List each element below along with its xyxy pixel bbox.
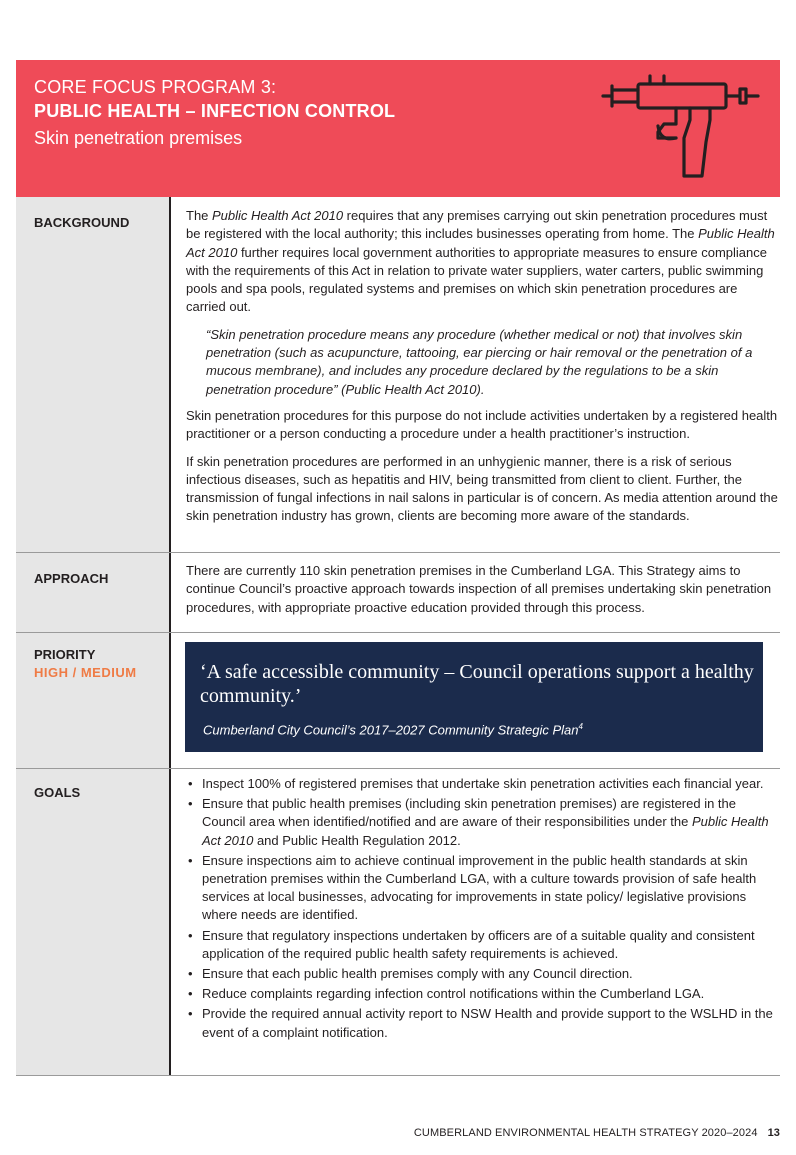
- text-run: further requires local government authorities to appropriate measures to ensure compliance with the requirements of this Act in relation to private water suppliers, water carters, public swimming pools and spa pools, regulated systems and premises on which skin penetration procedures are carried out.: [186, 244, 767, 315]
- footnote-marker: 4: [578, 722, 583, 731]
- text-run: The: [186, 208, 213, 223]
- approach-label-cell: [16, 553, 171, 632]
- program-subtitle: Skin penetration premises: [34, 128, 243, 148]
- goals-row: [16, 769, 780, 1076]
- strategic-plan-quote-box: [185, 642, 763, 752]
- act-name: Public Health Act 2010: [202, 814, 769, 848]
- goal-item: • Ensure that each public health premises comply with any Council direction.: [186, 965, 780, 983]
- background-label-cell: [16, 197, 171, 552]
- goals-label-cell: [16, 769, 171, 1075]
- content-table: [16, 197, 780, 1076]
- quote-source: [203, 722, 583, 737]
- program-number: CORE FOCUS PROGRAM 3:: [34, 77, 277, 97]
- definition-quote: “Skin penetration procedure means any procedure (whether medical or not) that involves skin penetration (such as acupuncture, tattooing, ear piercing or hair removal or the penetration of a mucous membrane), and includes any procedure declared by the regulations to be a skin penetration procedure” (Public Health Act 2010).: [206, 326, 753, 397]
- priority-label: PRIORITY: [34, 647, 96, 662]
- goal-item: • Inspect 100% of registered premises that undertake skin penetration activities each financial year.: [186, 775, 780, 793]
- priority-value: HIGH / MEDIUM: [34, 665, 137, 680]
- goals-label: GOALS: [34, 785, 81, 800]
- program-title: PUBLIC HEALTH – INFECTION CONTROL: [34, 101, 396, 121]
- background-label: BACKGROUND: [34, 215, 130, 230]
- priority-label-cell: [16, 633, 171, 768]
- act-name: Public Health Act 2010: [186, 226, 775, 260]
- approach-label: APPROACH: [34, 571, 109, 586]
- goal-item: • Ensure inspections aim to achieve continual improvement in the public health standards at skin penetration premises within the Cumberland LGA, with a culture towards provision of safe health services at local businesses, advocating for improvements in state policy/ legislative provisions where needs are identified.: [186, 852, 780, 925]
- goal-item: • Ensure that regulatory inspections undertaken by officers are of a suitable quality and consistent application of the required public health safety requirements is achieved.: [186, 927, 780, 963]
- background-row: [16, 197, 780, 553]
- goals-list: [186, 775, 780, 1042]
- skin-penetration-gun-icon: [598, 72, 768, 187]
- background-paragraph-2: Skin penetration procedures for this purpose do not include activities undertaken by a registered health practitioner or a person conducting a procedure under a health practitioner’s instruction.: [186, 407, 778, 442]
- approach-row: [16, 553, 780, 633]
- quote-source-text: Cumberland City Council’s 2017–2027 Community Strategic Plan: [203, 722, 579, 738]
- text-run: and Public Health Regulation 2012.: [253, 832, 461, 848]
- goals-content: [186, 775, 780, 1075]
- text-run: Ensure that public health premises (including skin penetration premises) are registered in the Council area when identified/notified and are aware of their responsibilities under the: [202, 796, 737, 830]
- goal-item: • Reduce complaints regarding infection control notifications within the Cumberland LGA.: [186, 985, 780, 1003]
- approach-content: [186, 562, 780, 632]
- background-content: [186, 207, 780, 552]
- page-number: 13: [767, 1127, 780, 1139]
- text-run: requires that any premises carrying out skin penetration procedures must be registered with the local authority; this includes businesses operating from home. The: [186, 208, 768, 242]
- background-paragraph-3: If skin penetration procedures are performed in an unhygienic manner, there is a risk of serious infectious diseases, such as hepatitis and HIV, being transmitted from client to client. Further, the transmission of fungal infections in nail salons in particular is of concern. As media attention around the skin penetration industry has grown, clients are becoming more aware of the standards.: [186, 453, 778, 524]
- quote-text: ‘A safe accessible community – Council operations support a healthy community.’: [200, 661, 754, 707]
- footer-title: CUMBERLAND ENVIRONMENTAL HEALTH STRATEGY 2020–2024: [413, 1127, 758, 1139]
- background-paragraph-1: [186, 207, 780, 317]
- goal-item: • Provide the required annual activity report to NSW Health and provide support to the WSLHD in the event of a complaint notification.: [186, 1005, 780, 1041]
- goal-item: [186, 795, 780, 850]
- act-name: Public Health Act 2010: [212, 208, 344, 223]
- page-footer: [414, 1127, 780, 1139]
- section-banner: [16, 60, 780, 197]
- approach-text: There are currently 110 skin penetration premises in the Cumberland LGA. This Strategy aims to continue Council’s proactive approach towards inspection of all premises undertaking skin penetration procedures, with appropriate proactive education provided through this process.: [186, 563, 772, 615]
